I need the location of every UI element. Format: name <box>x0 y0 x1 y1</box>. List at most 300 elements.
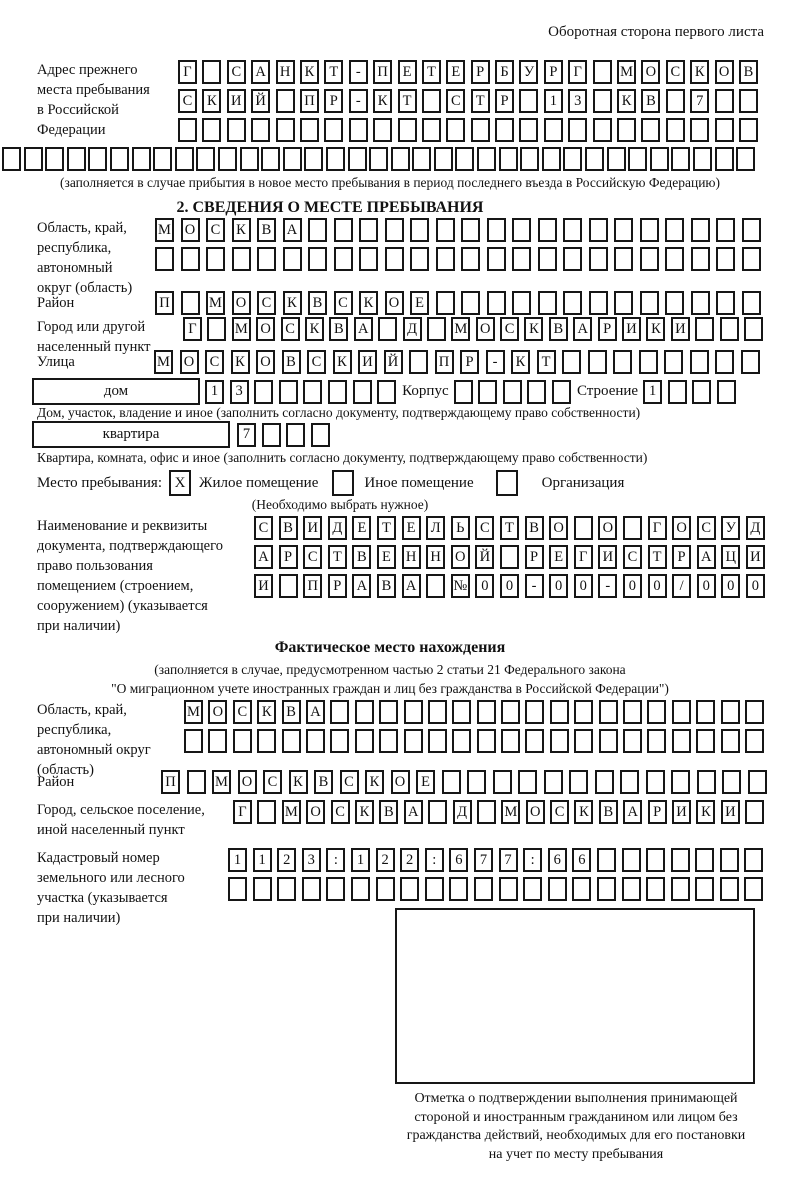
char-box: Н <box>426 545 445 569</box>
char-box: В <box>525 516 544 540</box>
char-box <box>563 147 582 171</box>
char-box <box>720 848 739 872</box>
section2-region-line <box>0 218 800 298</box>
char-box: С <box>233 700 252 724</box>
char-box <box>404 700 423 724</box>
label-line: округ (область) <box>37 280 133 296</box>
char-box: К <box>257 700 276 724</box>
char-box <box>695 317 714 341</box>
char-box <box>664 350 683 374</box>
char-box: Р <box>598 317 617 341</box>
char-box: И <box>746 545 765 569</box>
char-box: М <box>617 60 636 84</box>
street-label: Улица <box>37 354 75 370</box>
char-box <box>501 700 520 724</box>
char-box: А <box>402 574 421 598</box>
char-box <box>715 350 734 374</box>
actual-location-note <box>0 660 780 698</box>
char-box: Р <box>460 350 479 374</box>
char-box: Р <box>672 545 691 569</box>
char-box: 6 <box>572 848 591 872</box>
document-row-2 <box>254 545 765 569</box>
char-box <box>563 247 582 271</box>
char-box <box>379 729 398 753</box>
char-box <box>562 350 581 374</box>
char-box <box>428 800 447 824</box>
char-box <box>467 770 486 794</box>
char-box <box>328 380 347 404</box>
char-box <box>495 118 514 142</box>
char-box: С <box>254 516 273 540</box>
char-box <box>377 380 396 404</box>
label-line: иной населенный пункт <box>37 822 185 838</box>
char-box: О <box>451 545 470 569</box>
cadastral-row-2 <box>228 877 763 901</box>
char-box <box>614 218 633 242</box>
char-box <box>262 423 281 447</box>
label-line: земельного или лесного <box>37 870 185 886</box>
char-box <box>202 60 221 84</box>
char-box <box>742 218 761 242</box>
char-box <box>538 218 557 242</box>
char-box <box>501 729 520 753</box>
char-box <box>326 877 345 901</box>
char-box <box>744 877 763 901</box>
char-box <box>628 147 647 171</box>
label-line: Область, край, <box>37 220 127 236</box>
char-box <box>409 350 428 374</box>
char-box: О <box>208 700 227 724</box>
char-box <box>715 89 734 113</box>
char-box <box>614 291 633 315</box>
char-box: С <box>303 545 322 569</box>
char-box <box>461 291 480 315</box>
char-box <box>607 147 626 171</box>
char-box <box>597 877 616 901</box>
char-box: Р <box>495 89 514 113</box>
char-box: Р <box>525 545 544 569</box>
page-side-note: Оборотная сторона первого листа <box>548 24 764 40</box>
char-box <box>279 380 298 404</box>
house-number-row <box>205 380 396 404</box>
char-box <box>691 247 710 271</box>
char-box <box>436 247 455 271</box>
char-box: Т <box>398 89 417 113</box>
char-box <box>525 729 544 753</box>
char-box: 1 <box>643 380 662 404</box>
stay-type-line <box>0 470 800 496</box>
label-line: (область) <box>37 762 94 778</box>
char-box <box>257 247 276 271</box>
char-box <box>202 118 221 142</box>
char-box: В <box>599 800 618 824</box>
char-box: 3 <box>230 380 249 404</box>
cadastral-row-1 <box>228 848 763 872</box>
char-box <box>741 350 760 374</box>
char-box <box>373 118 392 142</box>
char-box: К <box>524 317 543 341</box>
char-box <box>613 350 632 374</box>
char-box <box>251 118 270 142</box>
char-box: В <box>739 60 758 84</box>
char-box <box>412 147 431 171</box>
char-box <box>715 147 734 171</box>
label-line: гражданства действий, необходимых для его постановки <box>406 1128 746 1143</box>
char-box <box>617 118 636 142</box>
char-box <box>233 729 252 753</box>
char-box: О <box>672 516 691 540</box>
char-box: 3 <box>568 89 587 113</box>
char-box: П <box>373 60 392 84</box>
char-box <box>227 118 246 142</box>
char-box <box>422 89 441 113</box>
label-line: участка (указывается <box>37 890 168 906</box>
house-note: Дом, участок, владение и иное (заполнить согласно документу, подтверждающему право собственности) <box>37 405 641 420</box>
char-box: О <box>256 317 275 341</box>
actual-city-label <box>0 800 233 840</box>
char-box: Т <box>500 516 519 540</box>
char-box <box>454 380 473 404</box>
char-box: В <box>308 291 327 315</box>
char-box: Р <box>544 60 563 84</box>
char-box <box>376 877 395 901</box>
char-box <box>261 147 280 171</box>
char-box <box>353 380 372 404</box>
region-row-1 <box>155 218 761 242</box>
char-box: И <box>303 516 322 540</box>
char-box <box>67 147 86 171</box>
char-box: 2 <box>376 848 395 872</box>
char-box <box>306 729 325 753</box>
char-box <box>348 147 367 171</box>
prev-address-row-2 <box>178 89 758 113</box>
char-box: Е <box>377 545 396 569</box>
prev-address-note: (заполняется в случае прибытия в новое место пребывания в период последнего въезда в Российскую Федерацию) <box>59 175 721 190</box>
char-box <box>428 729 447 753</box>
char-box <box>589 291 608 315</box>
char-box: С <box>206 218 225 242</box>
char-box: М <box>451 317 470 341</box>
char-box <box>671 770 690 794</box>
char-box: Е <box>402 516 421 540</box>
char-box <box>427 317 446 341</box>
char-box: А <box>254 545 273 569</box>
char-box: О <box>256 350 275 374</box>
char-box <box>574 729 593 753</box>
char-box: К <box>359 291 378 315</box>
char-box <box>257 800 276 824</box>
char-box <box>2 147 21 171</box>
char-box: 0 <box>475 574 494 598</box>
char-box: И <box>598 545 617 569</box>
char-box <box>434 147 453 171</box>
char-box <box>715 118 734 142</box>
char-box: Р <box>471 60 490 84</box>
actual-region-row-1 <box>184 700 764 724</box>
char-box: Й <box>251 89 270 113</box>
char-box <box>690 118 709 142</box>
char-box: О <box>715 60 734 84</box>
char-box <box>589 218 608 242</box>
char-box <box>187 770 206 794</box>
char-box: Г <box>568 60 587 84</box>
char-box <box>355 729 374 753</box>
char-box: Е <box>398 60 417 84</box>
char-box: 0 <box>697 574 716 598</box>
char-box <box>207 317 226 341</box>
char-box <box>639 350 658 374</box>
char-box <box>324 118 343 142</box>
char-box: 7 <box>690 89 709 113</box>
char-box <box>132 147 151 171</box>
char-box <box>330 729 349 753</box>
char-box <box>721 700 740 724</box>
label-line: места пребывания <box>37 82 150 98</box>
label-line: при наличии) <box>37 910 121 926</box>
char-box <box>181 291 200 315</box>
char-box: А <box>697 545 716 569</box>
char-box <box>742 247 761 271</box>
char-box <box>568 118 587 142</box>
char-box <box>410 247 429 271</box>
char-box <box>721 729 740 753</box>
char-box: К <box>646 317 665 341</box>
char-box: С <box>263 770 282 794</box>
char-box: 0 <box>623 574 642 598</box>
char-box <box>196 147 215 171</box>
char-box <box>428 700 447 724</box>
char-box <box>720 317 739 341</box>
char-box: 7 <box>474 848 493 872</box>
char-box: Е <box>446 60 465 84</box>
char-box <box>276 89 295 113</box>
actual-district-row <box>161 770 767 794</box>
section2-district-line <box>0 291 800 315</box>
house-line <box>32 378 800 405</box>
char-box <box>206 247 225 271</box>
char-box <box>302 877 321 901</box>
char-box <box>425 877 444 901</box>
char-box: К <box>355 800 374 824</box>
char-box: Т <box>328 545 347 569</box>
char-box <box>257 729 276 753</box>
char-box: П <box>161 770 180 794</box>
char-box: М <box>206 291 225 315</box>
label-line: Адрес прежнего <box>37 62 138 78</box>
checkbox-organization <box>496 470 518 496</box>
char-box: К <box>300 60 319 84</box>
char-box: - <box>525 574 544 598</box>
char-box: Д <box>453 800 472 824</box>
char-box <box>308 247 327 271</box>
section2-street-line <box>0 350 800 374</box>
label-line: автономный округ <box>37 742 151 758</box>
char-box <box>391 147 410 171</box>
char-box <box>666 89 685 113</box>
char-box <box>574 700 593 724</box>
apartment-box-label: квартира <box>32 421 230 448</box>
label-line: республика, <box>37 722 112 738</box>
char-box <box>477 147 496 171</box>
char-box <box>716 218 735 242</box>
char-box <box>493 770 512 794</box>
char-box <box>477 800 496 824</box>
char-box <box>477 700 496 724</box>
char-box <box>745 729 764 753</box>
char-box <box>88 147 107 171</box>
char-box <box>228 877 247 901</box>
char-box: В <box>279 516 298 540</box>
char-box: В <box>377 574 396 598</box>
actual-note-line-1: (заполняется в случае, предусмотренном частью 2 статьи 21 Федерального закона <box>154 662 626 677</box>
char-box <box>550 729 569 753</box>
street-row <box>154 350 760 374</box>
char-box: 0 <box>500 574 519 598</box>
char-box: В <box>549 317 568 341</box>
char-box <box>599 729 618 753</box>
char-box <box>538 247 557 271</box>
char-box <box>593 118 612 142</box>
char-box: О <box>641 60 660 84</box>
char-box <box>426 574 445 598</box>
char-box <box>503 380 522 404</box>
char-box <box>589 247 608 271</box>
prev-address-row-1 <box>178 60 758 84</box>
char-box: С <box>178 89 197 113</box>
prev-address-row-3 <box>178 118 758 142</box>
char-box: : <box>425 848 444 872</box>
char-box: Т <box>648 545 667 569</box>
char-box <box>666 118 685 142</box>
char-box <box>512 218 531 242</box>
char-box: № <box>451 574 470 598</box>
char-box <box>716 291 735 315</box>
char-box <box>595 770 614 794</box>
char-box: 7 <box>237 423 256 447</box>
char-box: 0 <box>721 574 740 598</box>
char-box <box>355 700 374 724</box>
char-box <box>544 118 563 142</box>
char-box: Г <box>233 800 252 824</box>
char-box: Т <box>377 516 396 540</box>
char-box: А <box>354 317 373 341</box>
char-box: В <box>314 770 333 794</box>
char-box <box>449 877 468 901</box>
char-box: / <box>672 574 691 598</box>
char-box: А <box>404 800 423 824</box>
char-box <box>178 118 197 142</box>
char-box: Е <box>352 516 371 540</box>
label-line: стороной и иностранным гражданином или лицом без <box>414 1109 738 1125</box>
char-box <box>717 380 736 404</box>
char-box <box>563 291 582 315</box>
label-line: документа, подтверждающего <box>37 538 223 554</box>
char-box: К <box>289 770 308 794</box>
char-box <box>720 877 739 901</box>
char-box: Р <box>648 800 667 824</box>
char-box: С <box>666 60 685 84</box>
char-box: С <box>697 516 716 540</box>
char-box <box>544 770 563 794</box>
char-box <box>512 291 531 315</box>
char-box <box>744 848 763 872</box>
char-box: 2 <box>400 848 419 872</box>
char-box: Д <box>328 516 347 540</box>
char-box: У <box>519 60 538 84</box>
char-box: С <box>500 317 519 341</box>
region-row-2 <box>155 247 761 271</box>
char-box <box>286 423 305 447</box>
char-box <box>622 848 641 872</box>
label-line: в Российской <box>37 102 119 118</box>
char-box: О <box>391 770 410 794</box>
char-box <box>646 848 665 872</box>
previous-address-block <box>0 60 800 142</box>
char-box: Г <box>178 60 197 84</box>
char-box <box>745 700 764 724</box>
char-box: С <box>340 770 359 794</box>
char-box: Й <box>475 545 494 569</box>
char-box <box>640 291 659 315</box>
building-label: Корпус <box>402 383 449 399</box>
char-box <box>277 877 296 901</box>
char-box <box>569 770 588 794</box>
char-box <box>359 247 378 271</box>
char-box <box>282 729 301 753</box>
char-box: В <box>352 545 371 569</box>
char-box <box>623 516 642 540</box>
actual-region-label <box>0 700 184 780</box>
actual-district-line <box>0 770 800 794</box>
prev-address-row-4 <box>2 147 800 171</box>
char-box: О <box>549 516 568 540</box>
char-box <box>671 848 690 872</box>
char-box: С <box>550 800 569 824</box>
previous-address-label <box>0 60 178 140</box>
char-box: С <box>307 350 326 374</box>
char-box <box>668 380 687 404</box>
char-box: П <box>303 574 322 598</box>
char-box <box>646 770 665 794</box>
char-box: К <box>617 89 636 113</box>
char-box: С <box>623 545 642 569</box>
char-box: С <box>475 516 494 540</box>
char-box <box>697 770 716 794</box>
char-box: С <box>446 89 465 113</box>
char-box: И <box>622 317 641 341</box>
stay-type-note: (Необходимо выбрать нужное) <box>251 497 429 512</box>
char-box <box>640 247 659 271</box>
char-box <box>254 380 273 404</box>
char-box: Г <box>574 545 593 569</box>
char-box <box>181 247 200 271</box>
char-box <box>461 247 480 271</box>
char-box: М <box>282 800 301 824</box>
char-box: А <box>573 317 592 341</box>
residential-label: Жилое помещение <box>199 475 319 491</box>
char-box <box>378 317 397 341</box>
char-box <box>232 247 251 271</box>
label-line: помещением (строением, <box>37 578 194 594</box>
label-line: республика, <box>37 240 112 256</box>
char-box <box>739 118 758 142</box>
char-box: С <box>227 60 246 84</box>
char-box: П <box>435 350 454 374</box>
char-box <box>311 423 330 447</box>
char-box <box>385 218 404 242</box>
char-box: М <box>501 800 520 824</box>
char-box <box>500 545 519 569</box>
